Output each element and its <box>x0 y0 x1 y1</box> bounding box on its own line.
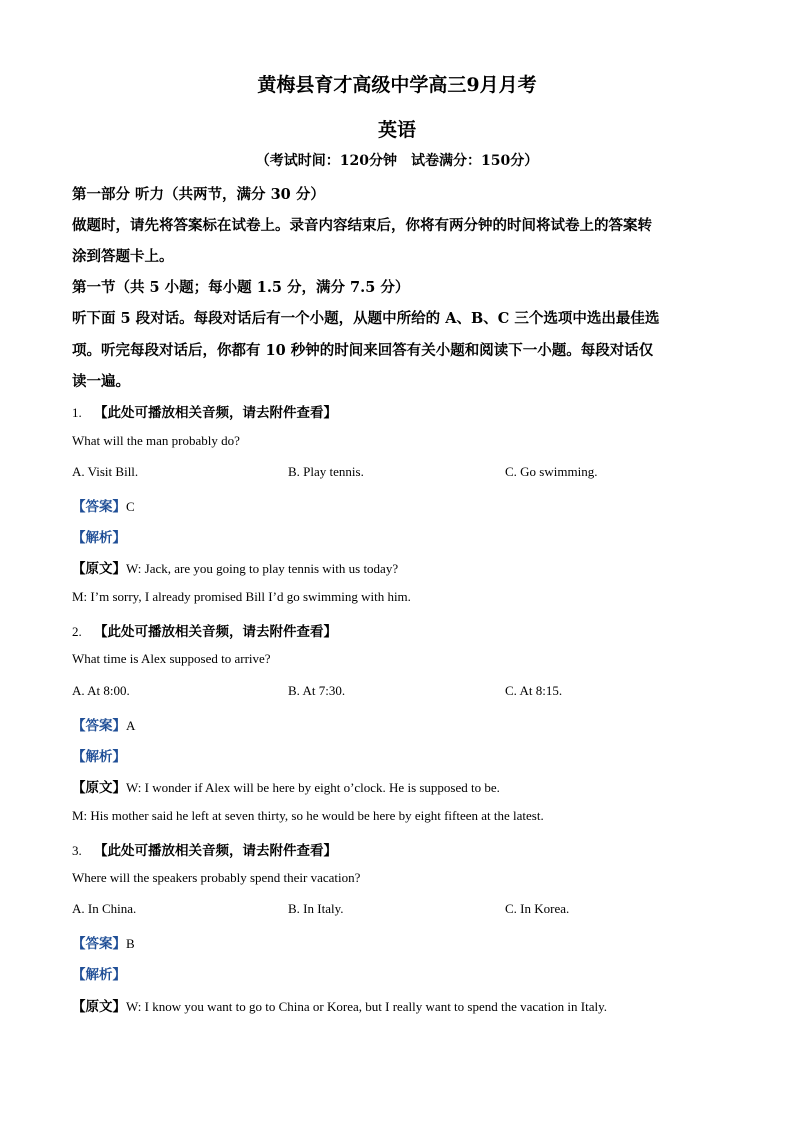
question-1-original-line2: M: I’m sorry, I already promised Bill I’d go swimming with him. <box>72 589 411 604</box>
question-2-answer <box>72 714 135 734</box>
question-number: 1. <box>72 405 82 420</box>
question-number: 2. <box>72 624 82 639</box>
question-1-text: What will the man probably do? <box>72 433 240 448</box>
audio-placeholder[interactable]: 【此处可播放相关音频，请去附件查看】 <box>94 624 337 640</box>
question-1-answer <box>72 495 135 515</box>
analysis-label: 【解析】 <box>72 749 126 765</box>
answer-label: 【答案】 <box>72 718 126 734</box>
answer-value: C <box>126 499 135 514</box>
question-3-option-b: B. In Italy. <box>288 901 344 916</box>
section1-line2: 项。听完每段对话后，你都有 10 秒钟的时间来回答有关小题和阅读下一小题。每段对话仅 <box>72 342 654 359</box>
part1-instruction-line1: 做题时，请先将答案标在试卷上。录音内容结束后，你将有两分钟的时间将试卷上的答案转 <box>72 217 652 234</box>
question-3-option-c: C. In Korea. <box>505 901 570 916</box>
original-label: 【原文】 <box>72 561 126 577</box>
original-label: 【原文】 <box>72 999 126 1015</box>
analysis-label: 【解析】 <box>72 530 126 546</box>
question-1-option-b: B. Play tennis. <box>288 464 364 479</box>
question-2-text: What time is Alex supposed to arrive? <box>72 651 271 666</box>
original-text: W: Jack, are you going to play tennis with us today? <box>126 561 399 576</box>
question-2-original-line2: M: His mother said he left at seven thirty, so he would be here by eight fifteen at the latest. <box>72 808 544 823</box>
question-2-option-a: A. At 8:00. <box>72 683 130 698</box>
section1-line1: 听下面 5 段对话。每段对话后有一个小题，从题中所给的 A、B、C 三个选项中选出最佳选 <box>72 310 660 327</box>
part1-instruction-line2: 涂到答题卡上。 <box>72 248 174 265</box>
question-1-option-a: A. Visit Bill. <box>72 464 139 479</box>
analysis-label: 【解析】 <box>72 967 126 983</box>
question-3-header <box>72 839 337 859</box>
audio-placeholder[interactable]: 【此处可播放相关音频，请去附件查看】 <box>94 405 337 421</box>
answer-value: B <box>126 936 135 951</box>
question-2-option-b: B. At 7:30. <box>288 683 346 698</box>
question-2-option-c: C. At 8:15. <box>505 683 563 698</box>
exam-info: （考试时间：120分钟 试卷满分：150分） <box>255 153 539 169</box>
answer-value: A <box>126 718 136 733</box>
question-1-analysis <box>72 526 126 546</box>
question-1-header <box>72 401 337 421</box>
question-3-original <box>72 995 607 1015</box>
question-2-header <box>72 620 337 640</box>
question-3-option-a: A. In China. <box>72 901 137 916</box>
exam-subject: 英语 <box>377 119 416 141</box>
question-2-analysis <box>72 745 126 765</box>
part1-heading: 第一部分 听力（共两节，满分 30 分） <box>72 186 325 203</box>
original-text: W: I know you want to go to China or Korea, but I really want to spend the vacation in Italy. <box>126 999 607 1014</box>
question-3-text: Where will the speakers probably spend their vacation? <box>72 870 361 885</box>
answer-label: 【答案】 <box>72 499 126 515</box>
question-3-answer <box>72 932 135 952</box>
question-3-analysis <box>72 963 126 983</box>
audio-placeholder[interactable]: 【此处可播放相关音频，请去附件查看】 <box>94 843 337 859</box>
question-2-original <box>72 776 500 796</box>
exam-title: 黄梅县育才高级中学高三9月月考 <box>257 74 537 96</box>
answer-label: 【答案】 <box>72 936 126 952</box>
original-text: W: I wonder if Alex will be here by eight o’clock. He is supposed to be. <box>126 780 500 795</box>
original-label: 【原文】 <box>72 780 126 796</box>
question-number: 3. <box>72 843 82 858</box>
question-1-original <box>72 557 398 577</box>
section1-line3: 读一遍。 <box>72 373 130 390</box>
section1-heading: 第一节（共 5 小题；每小题 1.5 分，满分 7.5 分） <box>72 279 410 296</box>
question-1-option-c: C. Go swimming. <box>505 464 598 479</box>
